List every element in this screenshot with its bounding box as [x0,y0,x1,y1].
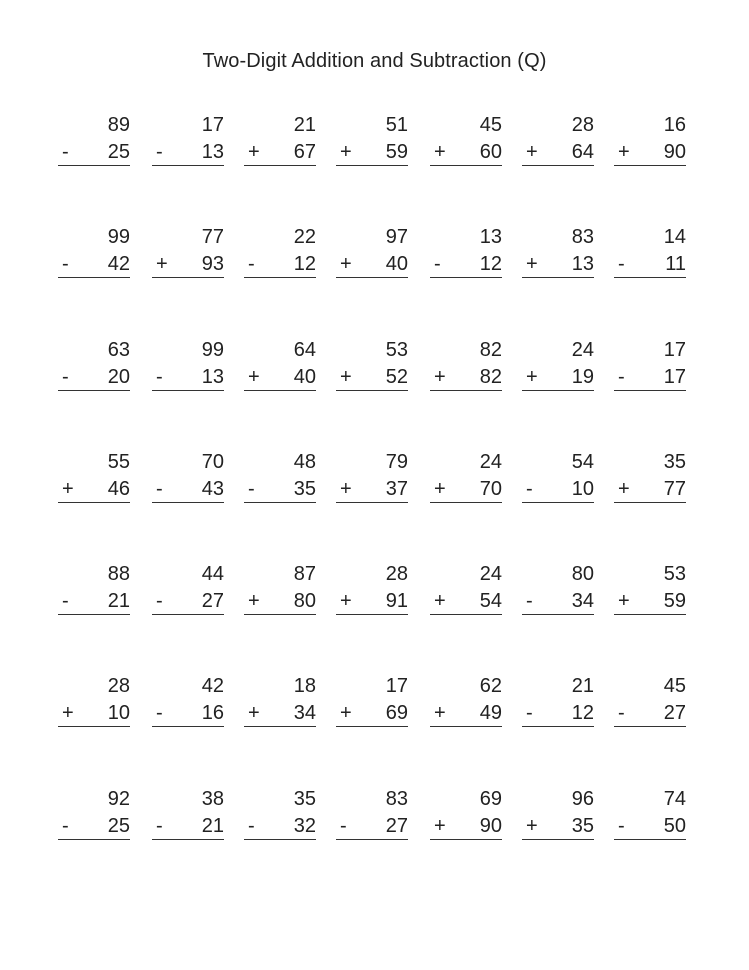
operator-sign: - [156,477,163,500]
top-operand: 24 [479,450,502,473]
answer-line [152,726,224,727]
arithmetic-problem [336,111,408,167]
arithmetic-problem [336,336,408,392]
operator-sign: - [618,702,625,725]
bottom-operand: 49 [479,702,502,725]
problem-row [58,336,698,448]
answer-line [58,277,130,278]
answer-line [430,165,502,166]
bottom-operand: 12 [479,253,502,276]
arithmetic-problem [522,223,594,279]
answer-line [522,390,594,391]
answer-line [152,502,224,503]
arithmetic-problem [430,560,502,616]
top-operand: 99 [201,338,224,361]
bottom-operand: 19 [571,365,594,388]
arithmetic-problem [336,672,408,728]
arithmetic-problem [522,111,594,167]
operator-sign: + [526,253,538,276]
bottom-operand: 25 [107,814,130,837]
arithmetic-problem [244,111,316,167]
top-operand: 77 [201,226,224,249]
answer-line [336,726,408,727]
arithmetic-problem [614,672,686,728]
bottom-operand: 54 [479,590,502,613]
answer-line [522,839,594,840]
operator-sign: + [62,702,74,725]
arithmetic-problem [522,336,594,392]
operator-sign: - [62,590,69,613]
answer-line [58,726,130,727]
bottom-operand: 34 [293,702,316,725]
problem-row [58,672,698,784]
arithmetic-problem [152,560,224,616]
answer-line [522,502,594,503]
arithmetic-problem [58,336,130,392]
arithmetic-problem [244,672,316,728]
bottom-operand: 34 [571,590,594,613]
bottom-operand: 20 [107,365,130,388]
bottom-operand: 42 [107,253,130,276]
bottom-operand: 35 [293,477,316,500]
operator-sign: + [434,365,446,388]
answer-line [244,614,316,615]
answer-line [244,277,316,278]
top-operand: 24 [571,338,594,361]
top-operand: 79 [385,450,408,473]
arithmetic-problem [244,336,316,392]
arithmetic-problem [152,336,224,392]
arithmetic-problem [430,785,502,841]
operator-sign: - [62,814,69,837]
bottom-operand: 52 [385,365,408,388]
arithmetic-problem [58,111,130,167]
operator-sign: + [340,141,352,163]
top-operand: 35 [293,787,316,810]
bottom-operand: 17 [663,365,686,388]
bottom-operand: 90 [663,141,686,163]
answer-line [244,502,316,503]
arithmetic-problem [336,560,408,616]
bottom-operand: 13 [571,253,594,276]
bottom-operand: 46 [107,477,130,500]
operator-sign: - [434,253,441,276]
arithmetic-problem [58,785,130,841]
top-operand: 35 [663,450,686,473]
operator-sign: + [618,477,630,500]
operator-sign: + [248,141,260,163]
operator-sign: - [526,702,533,725]
top-operand: 24 [479,563,502,586]
answer-line [152,277,224,278]
answer-line [522,165,594,166]
top-operand: 88 [107,563,130,586]
answer-line [522,277,594,278]
operator-sign: - [248,814,255,837]
answer-line [614,839,686,840]
problem-row [58,448,698,560]
top-operand: 45 [479,114,502,136]
arithmetic-problem [614,448,686,504]
top-operand: 22 [293,226,316,249]
operator-sign: + [340,365,352,388]
answer-line [152,390,224,391]
top-operand: 55 [107,450,130,473]
operator-sign: + [62,477,74,500]
operator-sign: - [156,141,163,163]
bottom-operand: 70 [479,477,502,500]
arithmetic-problem [152,223,224,279]
arithmetic-problem [614,223,686,279]
operator-sign: - [526,477,533,500]
top-operand: 28 [385,563,408,586]
answer-line [430,839,502,840]
operator-sign: + [526,365,538,388]
worksheet-title: Two-Digit Addition and Subtraction (Q) [202,50,547,72]
top-operand: 63 [107,338,130,361]
answer-line [58,614,130,615]
operator-sign: + [434,141,446,163]
operator-sign: + [156,253,168,276]
operator-sign: - [62,141,69,163]
top-operand: 17 [385,675,408,698]
bottom-operand: 69 [385,702,408,725]
answer-line [430,277,502,278]
bottom-operand: 10 [571,477,594,500]
operator-sign: - [248,477,255,500]
operator-sign: - [156,814,163,837]
top-operand: 87 [293,563,316,586]
problem-row [58,111,698,223]
arithmetic-problem [430,448,502,504]
answer-line [614,277,686,278]
operator-sign: + [340,590,352,613]
top-operand: 13 [479,226,502,249]
top-operand: 97 [385,226,408,249]
arithmetic-problem [430,223,502,279]
answer-line [58,502,130,503]
answer-line [336,277,408,278]
operator-sign: + [526,141,538,163]
operator-sign: - [340,814,347,837]
operator-sign: - [62,253,69,276]
top-operand: 51 [385,114,408,136]
top-operand: 48 [293,450,316,473]
top-operand: 21 [293,114,316,136]
top-operand: 64 [293,338,316,361]
bottom-operand: 16 [201,702,224,725]
bottom-operand: 12 [293,253,316,276]
answer-line [152,839,224,840]
bottom-operand: 25 [107,141,130,163]
top-operand: 54 [571,450,594,473]
answer-line [152,165,224,166]
problem-row [58,223,698,335]
bottom-operand: 32 [293,814,316,837]
top-operand: 17 [663,338,686,361]
top-operand: 16 [663,114,686,136]
top-operand: 69 [479,787,502,810]
top-operand: 42 [201,675,224,698]
bottom-operand: 12 [571,702,594,725]
answer-line [336,165,408,166]
operator-sign: - [618,253,625,276]
bottom-operand: 13 [201,141,224,163]
answer-line [614,614,686,615]
bottom-operand: 59 [663,590,686,613]
bottom-operand: 50 [663,814,686,837]
top-operand: 38 [201,787,224,810]
bottom-operand: 27 [663,702,686,725]
arithmetic-problem [152,672,224,728]
bottom-operand: 82 [479,365,502,388]
answer-line [244,839,316,840]
operator-sign: + [340,477,352,500]
arithmetic-problem [614,111,686,167]
arithmetic-problem [430,111,502,167]
operator-sign: + [434,477,446,500]
bottom-operand: 59 [385,141,408,163]
problem-row [58,560,698,672]
operator-sign: - [156,590,163,613]
top-operand: 14 [663,226,686,249]
arithmetic-problem [614,785,686,841]
answer-line [430,614,502,615]
answer-line [522,614,594,615]
bottom-operand: 67 [293,141,316,163]
operator-sign: + [340,702,352,725]
bottom-operand: 64 [571,141,594,163]
bottom-operand: 60 [479,141,502,163]
bottom-operand: 11 [665,253,686,276]
bottom-operand: 21 [201,814,224,837]
arithmetic-problem [336,785,408,841]
answer-line [430,390,502,391]
operator-sign: + [248,590,260,613]
arithmetic-problem [58,223,130,279]
problem-row [58,785,698,897]
top-operand: 45 [663,675,686,698]
bottom-operand: 27 [385,814,408,837]
answer-line [58,165,130,166]
arithmetic-problem [244,785,316,841]
operator-sign: + [526,814,538,837]
operator-sign: + [434,814,446,837]
operator-sign: + [248,365,260,388]
operator-sign: + [340,253,352,276]
top-operand: 21 [571,675,594,698]
operator-sign: - [156,365,163,388]
top-operand: 96 [571,787,594,810]
answer-line [614,502,686,503]
bottom-operand: 21 [107,590,130,613]
arithmetic-problem [430,336,502,392]
arithmetic-problem [336,448,408,504]
top-operand: 18 [293,675,316,698]
top-operand: 28 [107,675,130,698]
operator-sign: + [248,702,260,725]
answer-line [244,726,316,727]
top-operand: 53 [385,338,408,361]
bottom-operand: 37 [385,477,408,500]
top-operand: 99 [107,226,130,249]
operator-sign: - [526,590,533,613]
operator-sign: + [618,590,630,613]
bottom-operand: 27 [201,590,224,613]
top-operand: 83 [571,226,594,249]
bottom-operand: 93 [201,253,224,276]
answer-line [58,839,130,840]
bottom-operand: 13 [201,365,224,388]
operator-sign: - [156,702,163,725]
problem-grid [58,111,698,897]
top-operand: 17 [201,114,224,136]
top-operand: 89 [107,114,130,136]
answer-line [244,165,316,166]
arithmetic-problem [522,672,594,728]
bottom-operand: 80 [293,590,316,613]
top-operand: 74 [663,787,686,810]
top-operand: 83 [385,787,408,810]
answer-line [614,390,686,391]
arithmetic-problem [152,785,224,841]
arithmetic-problem [244,448,316,504]
answer-line [336,614,408,615]
answer-line [152,614,224,615]
operator-sign: + [434,590,446,613]
answer-line [430,502,502,503]
arithmetic-problem [522,448,594,504]
arithmetic-problem [522,785,594,841]
top-operand: 53 [663,563,686,586]
top-operand: 62 [479,675,502,698]
bottom-operand: 91 [385,590,408,613]
answer-line [614,726,686,727]
top-operand: 44 [201,563,224,586]
operator-sign: - [618,365,625,388]
answer-line [336,390,408,391]
bottom-operand: 43 [201,477,224,500]
arithmetic-problem [152,111,224,167]
bottom-operand: 40 [293,365,316,388]
top-operand: 80 [571,563,594,586]
bottom-operand: 77 [663,477,686,500]
operator-sign: + [434,702,446,725]
top-operand: 92 [107,787,130,810]
operator-sign: - [618,814,625,837]
arithmetic-problem [522,560,594,616]
operator-sign: - [62,365,69,388]
answer-line [58,390,130,391]
arithmetic-problem [58,448,130,504]
bottom-operand: 10 [107,702,130,725]
bottom-operand: 35 [571,814,594,837]
top-operand: 28 [571,114,594,136]
answer-line [336,502,408,503]
bottom-operand: 40 [385,253,408,276]
arithmetic-problem [614,560,686,616]
bottom-operand: 90 [479,814,502,837]
top-operand: 82 [479,338,502,361]
answer-line [614,165,686,166]
operator-sign: - [248,253,255,276]
arithmetic-problem [614,336,686,392]
answer-line [244,390,316,391]
top-operand: 70 [201,450,224,473]
arithmetic-problem [244,560,316,616]
arithmetic-problem [430,672,502,728]
operator-sign: + [618,141,630,163]
answer-line [522,726,594,727]
arithmetic-problem [58,560,130,616]
arithmetic-problem [244,223,316,279]
arithmetic-problem [152,448,224,504]
arithmetic-problem [336,223,408,279]
arithmetic-problem [58,672,130,728]
answer-line [430,726,502,727]
answer-line [336,839,408,840]
